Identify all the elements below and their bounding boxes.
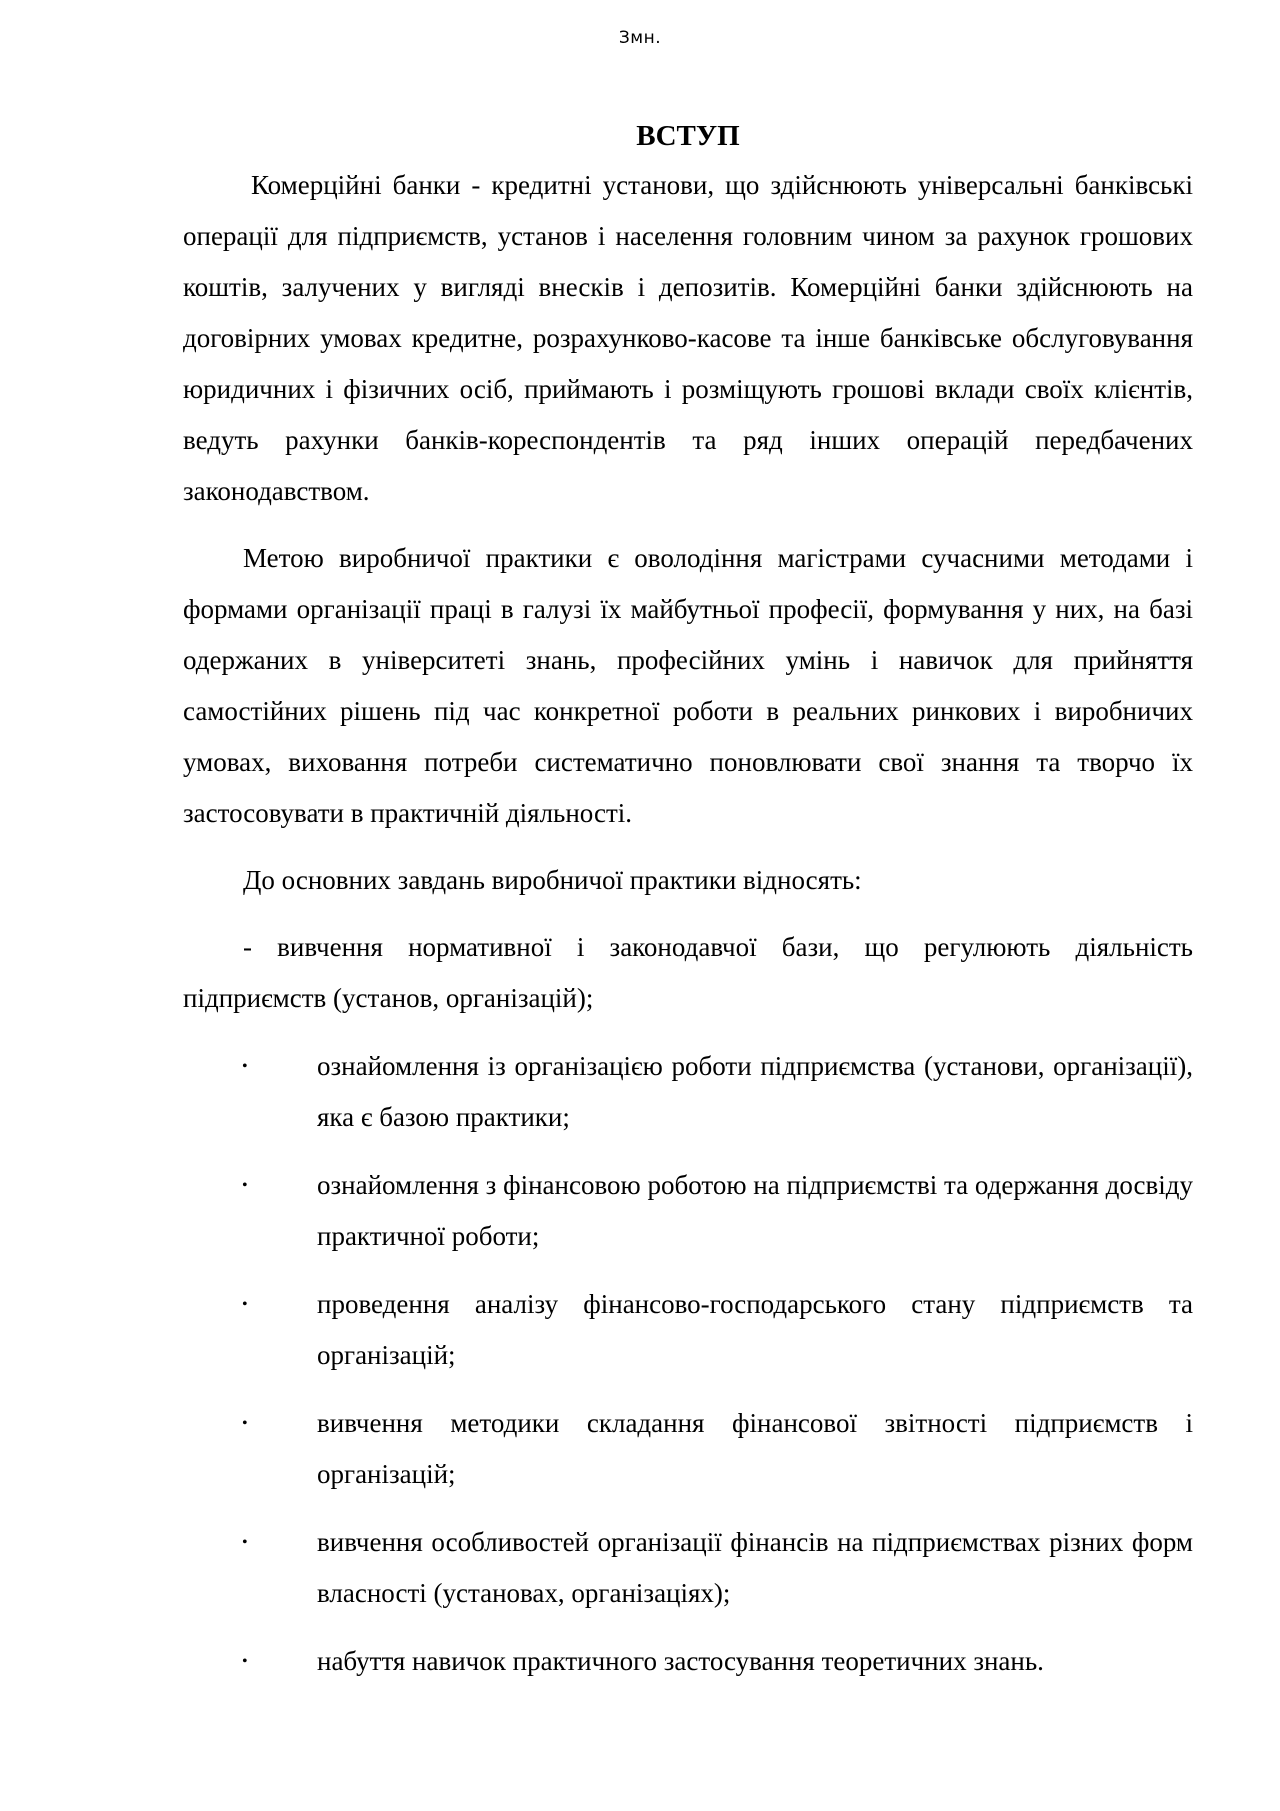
paragraph-dash-item: - вивчення нормативної і законодавчої бази, що регулюють діяльність підприємств (установ, організацій);	[183, 932, 1193, 1013]
list-item-text: набуття навичок практичного застосування теоретичних знань.	[317, 1646, 1044, 1676]
document-page	[183, 118, 1193, 1704]
page-header-mark: Змн.	[618, 28, 662, 48]
list-item-text: проведення аналізу фінансово-господарського стану підприємств та організацій;	[317, 1289, 1193, 1370]
list-item-text: ознайомлення з фінансовою роботою на підприємстві та одержання досвіду практичної роботи;	[317, 1170, 1193, 1251]
list-item	[183, 1160, 1193, 1262]
bullet-icon: •	[242, 1534, 248, 1551]
list-item-text: вивчення особливостей організації фінансів на підприємствах різних форм власності (установах, організаціях);	[317, 1527, 1193, 1608]
paragraph-intro: Комерційні банки - кредитні установи, що здійснюють універсальні банківські операції для підприємств, установ і населення головним чином за рахунок грошових коштів, залучених у вигляді внесків і депозитів. Комерційні банки здійснюють на договірних умовах кредитне, розрахунково-касове та інше банківське обслуговування юридичних і фізичних осіб, приймають і розміщують грошові вклади своїх клієнтів, ведуть рахунки банків-кореспондентів та ряд інших операцій передбачених законодавством.	[183, 170, 1193, 506]
list-item	[183, 1636, 1193, 1687]
list-item	[183, 1398, 1193, 1500]
document-title: ВСТУП	[636, 120, 740, 152]
list-item-text: вивчення методики складання фінансової звітності підприємств і організацій;	[317, 1408, 1193, 1489]
bullet-icon: •	[242, 1653, 248, 1670]
list-item	[183, 1517, 1193, 1619]
bullet-icon: •	[242, 1296, 248, 1313]
list-item-text: ознайомлення із організацією роботи підприємства (установи, організації), яка є базою практики;	[317, 1051, 1193, 1132]
list-item	[183, 1041, 1193, 1143]
task-bullet-list	[183, 1041, 1193, 1687]
bullet-icon: •	[242, 1177, 248, 1194]
list-item	[183, 1279, 1193, 1381]
paragraph-tasks-lead: До основних завдань виробничої практики відносять:	[243, 865, 862, 895]
bullet-icon: •	[242, 1415, 248, 1432]
bullet-icon: •	[242, 1058, 248, 1075]
paragraph-goal: Метою виробничої практики є оволодіння магістрами сучасними методами і формами організації праці в галузі їх майбутньої професії, формування у них, на базі одержаних в університеті знань, професійних умінь і навичок для прийняття самостійних рішень під час конкретної роботи в реальних ринкових і виробничих умовах, виховання потреби систематично поновлювати свої знання та творчо їх застосовувати в практичній діяльності.	[183, 543, 1193, 828]
